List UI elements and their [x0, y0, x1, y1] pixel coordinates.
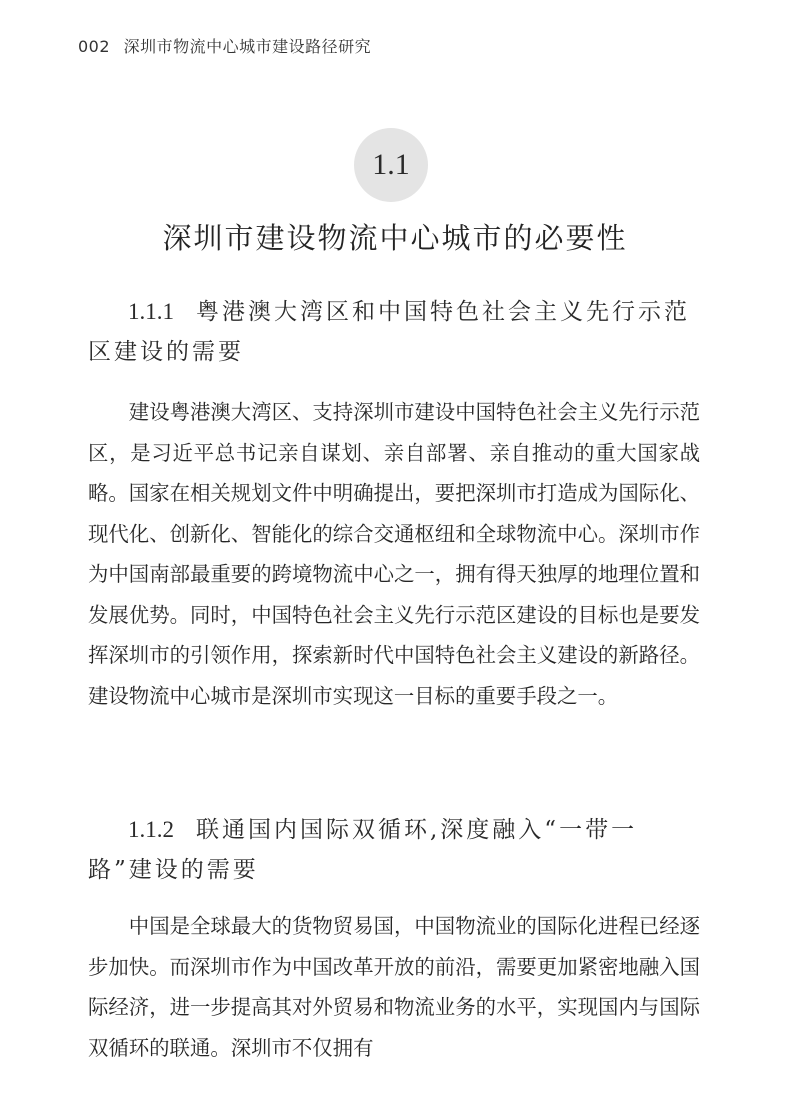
running-header — [78, 34, 371, 57]
book-title: 深圳市物流中心城市建设路径研究 — [123, 37, 372, 56]
body-paragraph-1-1-2: 中国是全球最大的货物贸易国，中国物流业的国际化进程已经逐步加快。而深圳市作为中国改革开放的前沿，需要更加紧密地融入国际经济，进一步提高其对外贸易和物流业务的水平，实现国内与国际双循环的联通。深圳市不仅拥有 — [88, 914, 700, 1060]
subsection-heading-1-1-2 — [88, 810, 700, 890]
page-number: 002 — [78, 37, 111, 56]
subsection-title: 联通国内国际双循环,深度融入“一带一路”建设的需要 — [88, 817, 638, 883]
section-title: 深圳市建设物流中心城市的必要性 — [162, 221, 628, 255]
body-paragraph-1-1-1: 建设粤港澳大湾区、支持深圳市建设中国特色社会主义先行示范区，是习近平总书记亲自谋划、亲自部署、亲自推动的重大国家战略。国家在相关规划文件中明确提出，要把深圳市打造成为国际化、现代化、创新化、智能化的综合交通枢纽和全球物流中心。深圳市作为中国南部最重要的跨境物流中心之一，拥有得天独厚的地理位置和发展优势。同时，中国特色社会主义先行示范区建设的目标也是要发挥深圳市的引领作用，探索新时代中国特色社会主义建设的新路径。建设物流中心城市是深圳市实现这一目标的重要手段之一。 — [88, 400, 700, 708]
subsection-title: 粤港澳大湾区和中国特色社会主义先行示范区建设的需要 — [88, 299, 690, 365]
subsection-number: 1.1.2 — [128, 817, 174, 842]
section-number: 1.1 — [372, 148, 410, 181]
section-number-badge — [354, 128, 428, 202]
subsection-heading-1-1-1 — [88, 292, 700, 372]
subsection-number: 1.1.1 — [128, 299, 174, 324]
